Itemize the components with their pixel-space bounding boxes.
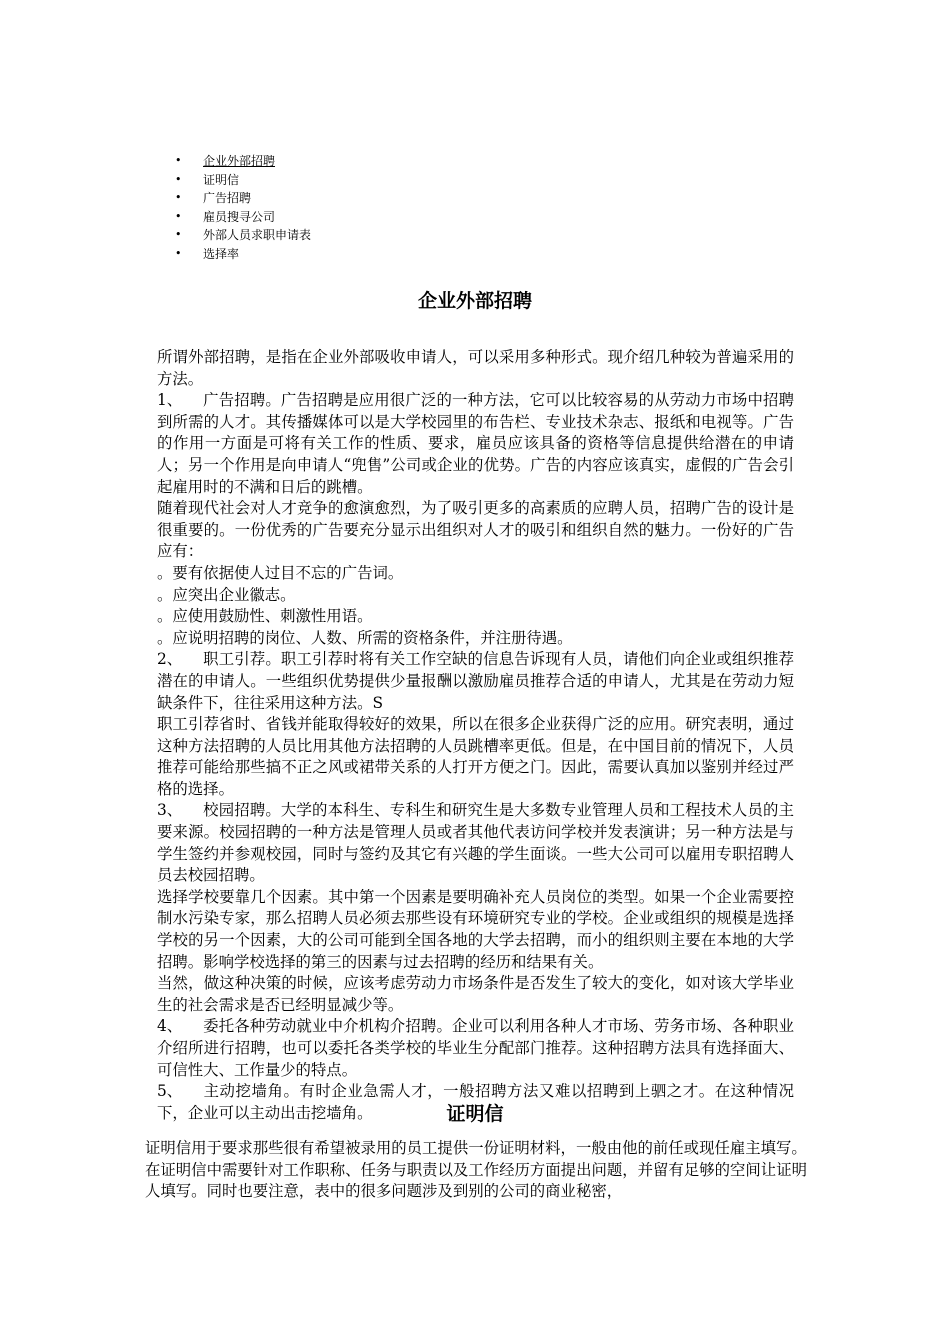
toc-item-label: 雇员搜寻公司 — [203, 209, 276, 224]
toc-item-search-firm — [175, 208, 311, 227]
item-text: 校园招聘。大学的本科生、专科生和研究生是大多数专业管理人员和工程技术人员的主要来源。校园招聘的一种方法是管理人员或者其他代表访问学校并发表演讲；另一种方法是与学生签约并参观校园，同时与签约及其它有兴趣的学生面谈。一些大公司可以雇用专职招聘人员去校园招聘。 — [157, 801, 794, 885]
item-text: 主动挖墙角。有时企业急需人才，一般招聘方法又难以招聘到上驷之才。在这种情况下，企业可以主动出击挖墙角。 — [157, 1082, 794, 1122]
ad-point: 。应突出企业徽志。 — [157, 585, 296, 604]
item-agency-recruitment — [157, 1016, 794, 1081]
ad-point: 。应使用鼓励性、刺激性用语。 — [157, 607, 373, 626]
item-number: 2、 — [157, 650, 183, 669]
toc-item-label: 广告招聘 — [203, 191, 252, 205]
table-of-contents — [175, 152, 311, 263]
labor-market-paragraph: 当然，做这种决策的时候，应该考虑劳动力市场条件是否发生了较大的变化，如对该大学毕业生的社会需求是否已经明显减少等。 — [157, 974, 794, 1014]
referral-paragraph: 职工引荐省时、省钱并能取得较好的效果，所以在很多企业获得广泛的应用。研究表明，通过这种方法招聘的人员比用其他方法招聘的人员跳槽率更低。但是，在中国目前的情况下，人员推荐可能给那些搞不正之风或裙带关系的人打开方便之门。因此，需要认真加以鉴别并经过严格的选择。 — [157, 715, 794, 798]
section-heading-reference-letter: 证明信 — [446, 1103, 504, 1125]
section-heading-external-recruitment: 企业外部招聘 — [417, 290, 532, 312]
intro-paragraph: 所谓外部招聘，是指在企业外部吸收申请人，可以采用多种形式。现介绍几种较为普遍采用的方法。 — [157, 348, 794, 388]
bullet-icon: • — [175, 228, 182, 241]
item-ad-recruitment — [157, 390, 794, 498]
school-selection-paragraph: 选择学校要靠几个因素。其中第一个因素是要明确补充人员岗位的类型。如果一个企业需要控制水污染专家，那么招聘人员必须去那些设有环境研究专业的学校。企业或组织的规模是选择学校的另一个因素，大的公司可能到全国各地的大学去招聘，而小的组织则主要在本地的大学招聘。影响学校选择的第三的因素与过去招聘的经历和结果有关。 — [157, 887, 794, 971]
item-number: 5、 — [157, 1082, 183, 1101]
item-employee-referral — [157, 649, 794, 714]
toc-item-label: 外部人员求职申请表 — [203, 228, 312, 242]
reference-paragraph: 证明信用于要求那些很有希望被录用的员工提供一份证明材料，一般由他的前任或现任雇主填写。 — [145, 1139, 807, 1157]
item-campus-recruitment — [157, 800, 794, 886]
bullet-icon: • — [175, 154, 182, 167]
item-text: 职工引荐。职工引荐时将有关工作空缺的信息告诉现有人员，请他们向企业或组织推荐潜在的申请人。一些组织优势提供少量报酬以激励雇员推荐合适的申请人，尤其是在劳动力短缺条件下，往往采用这种方法。S — [157, 650, 794, 712]
bullet-icon: • — [175, 191, 182, 204]
reference-paragraph: 在证明信中需要针对工作职称、任务与职责以及工作经历方面提出问题，并留有足够的空间让证明人填写。同时也要注意，表中的很多问题涉及到别的公司的商业秘密， — [145, 1160, 807, 1201]
item-number: 4、 — [157, 1017, 183, 1036]
toc-item-selection-rate — [175, 245, 311, 264]
ad-point: 。要有依据使人过目不忘的广告词。 — [157, 563, 404, 582]
toc-item-label: 证明信 — [203, 172, 240, 187]
bullet-icon: • — [175, 172, 182, 186]
toc-item-label: 选择率 — [203, 246, 240, 261]
toc-item-label: 企业外部招聘 — [203, 154, 276, 168]
section-body-reference-letter — [145, 1138, 807, 1203]
toc-item-application-form — [175, 226, 311, 245]
item-text: 广告招聘。广告招聘是应用很广泛的一种方法，它可以比较容易的从劳动力市场中招聘到所需的人才。其传播媒体可以是大学校园里的布告栏、专业技术杂志、报纸和电视等。广告的作用一方面是可将有关工作的性质、要求，雇员应该具备的资格等信息提供给潜在的申请人；另一个作用是向申请人“兜售”公司或企业的优势。广告的内容应该真实，虚假的广告会引起雇用时的不满和日后的跳槽。 — [157, 391, 794, 496]
toc-item-external-recruitment[interactable] — [175, 152, 311, 171]
bullet-icon: • — [175, 246, 182, 260]
item-text: 委托各种劳动就业中介机构介招聘。企业可以利用各种人才市场、劳务市场、各种职业介绍所进行招聘，也可以委托各类学校的毕业生分配部门推荐。这种招聘方法具有选择面大、可信性大、工作量少的特点。 — [157, 1017, 794, 1079]
toc-item-reference-letter — [175, 171, 311, 190]
ad-design-paragraph: 随着现代社会对人才竞争的愈演愈烈，为了吸引更多的高素质的应聘人员，招聘广告的设计是很重要的。一份优秀的广告要充分显示出组织对人才的吸引和组织自然的魅力。一份好的广告应有： — [157, 499, 794, 561]
toc-item-ad-recruitment — [175, 189, 311, 208]
section-body-external-recruitment — [157, 347, 794, 1124]
item-number: 3、 — [157, 801, 183, 820]
item-number: 1、 — [157, 391, 183, 410]
ad-point: 。应说明招聘的岗位、人数、所需的资格条件，并注册待遇。 — [157, 628, 573, 647]
bullet-icon: • — [175, 209, 182, 223]
